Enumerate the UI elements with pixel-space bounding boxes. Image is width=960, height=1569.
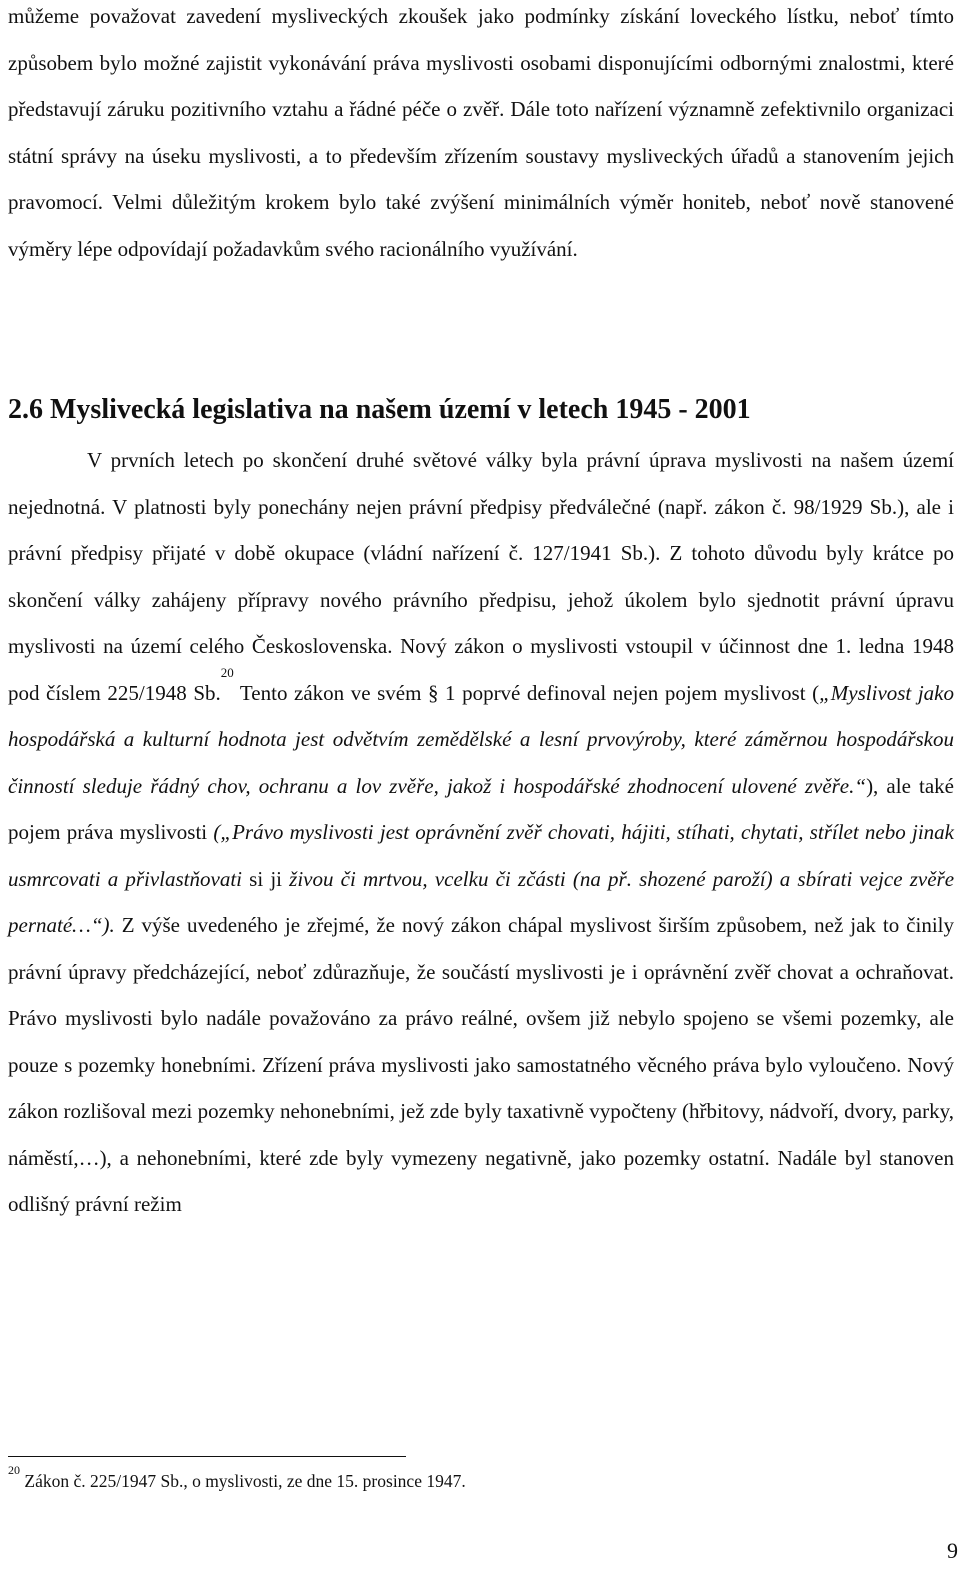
- quote-definition-pravo-b: živou či mrtvou, vcelku či zčásti (na př. shozené paroží) a sbírati vejce zvěře pernaté…“).: [8, 866, 955, 937]
- paragraph-main: [8, 437, 954, 1228]
- footnote-number: 20: [8, 1463, 20, 1477]
- page-number: 9: [947, 1538, 958, 1563]
- paragraph-intro: můžeme považovat zavedení mysliveckých zkoušek jako podmínky získání loveckého lístku, neboť tímto způsobem bylo možné zajistit vykonávání práva myslivosti osobami disponujícími odbornými znalostmi, které představují záruku pozitivního vztahu a řádné péče o zvěř. Dále toto nařízení významně zefektivnilo organizaci státní správy na úseku myslivosti, a to především zřízením soustavy mysliveckých úřadů a stanovením jejich pravomocí. Velmi důležitým krokem bylo také zvýšení minimálních výměr honiteb, neboť nově stanovené výměry lépe odpovídají požadavkům svého racionálního využívání.: [8, 4, 954, 261]
- para2-text-1: V prvních letech po skončení druhé světové války byla právní úprava myslivosti na našem území nejednotná. V platnosti byly ponechány nejen právní předpisy předválečné (např. zákon č. 98/1929 Sb.), ale i právní předpisy přijaté v době okupace (vládní nařízení č. 127/1941 Sb.). Z tohoto důvodu byly krátce po skončení války zahájeny přípravy nového právního předpisu, jehož úkolem bylo sjednotit právní úpravu myslivosti na území celého Československa. Nový zákon o myslivosti vstoupil v účinnost dne 1. ledna 1948 pod číslem 225/1948 Sb.: [8, 448, 954, 705]
- footnote-separator: [8, 1456, 406, 1457]
- footnote-reference: 20: [220, 664, 234, 680]
- quote-definition-pravo-a: („Právo myslivosti jest oprávnění zvěř chovati, hájiti, stíhati, chytati, střílet nebo jinak usmrcovati a přivlastňovati: [8, 820, 954, 891]
- para2-text-4: si ji: [242, 866, 290, 891]
- para2-text-5: Z výše uvedeného je zřejmé, že nový zákon chápal myslivost širším způsobem, než jak to činily právní úpravy předcházející, neboť zdůrazňuje, že součástí myslivosti je i oprávnění zvěř chovat a ochraňovat. Právo myslivosti bylo nadále považováno za právo reálné, ovšem již nebylo spojeno se všemi pozemky, ale pouze s pozemky honebními. Zřízení práva myslivosti jako samostatného věcného práva bylo vyloučeno. Nový zákon rozlišoval mezi pozemky nehonebními, jež zde byly taxativně vypočteny (hřbitovy, nádvoří, dvory, parky, náměstí,…), a nehonebními, které zde byly vymezeny negativně, jako pozemky ostatní. Nadále byl stanoven odlišný právní režim: [8, 913, 954, 1216]
- footnote-text: Zákon č. 225/1947 Sb., o myslivosti, ze dne 15. prosince 1947.: [20, 1471, 466, 1491]
- para2-text-3: ), ale také pojem práva myslivosti: [8, 773, 954, 844]
- footnote: [8, 1463, 466, 1496]
- quote-definition-myslivost: „Myslivost jako hospodářská a kulturní hodnota jest odvětvím zemědělské a lesní prvovýroby, které záměrnou hospodářskou činností sleduje řádný chov, ochranu a lov zvěře, jakož i hospodářské zhodnocení ulovené zvěře.“: [8, 680, 954, 798]
- para2-text-2: Tento zákon ve svém § 1 poprvé definoval nejen pojem myslivost (: [233, 680, 820, 705]
- section-heading: 2.6 Myslivecká legislativa na našem území v letech 1945 - 2001: [8, 394, 751, 425]
